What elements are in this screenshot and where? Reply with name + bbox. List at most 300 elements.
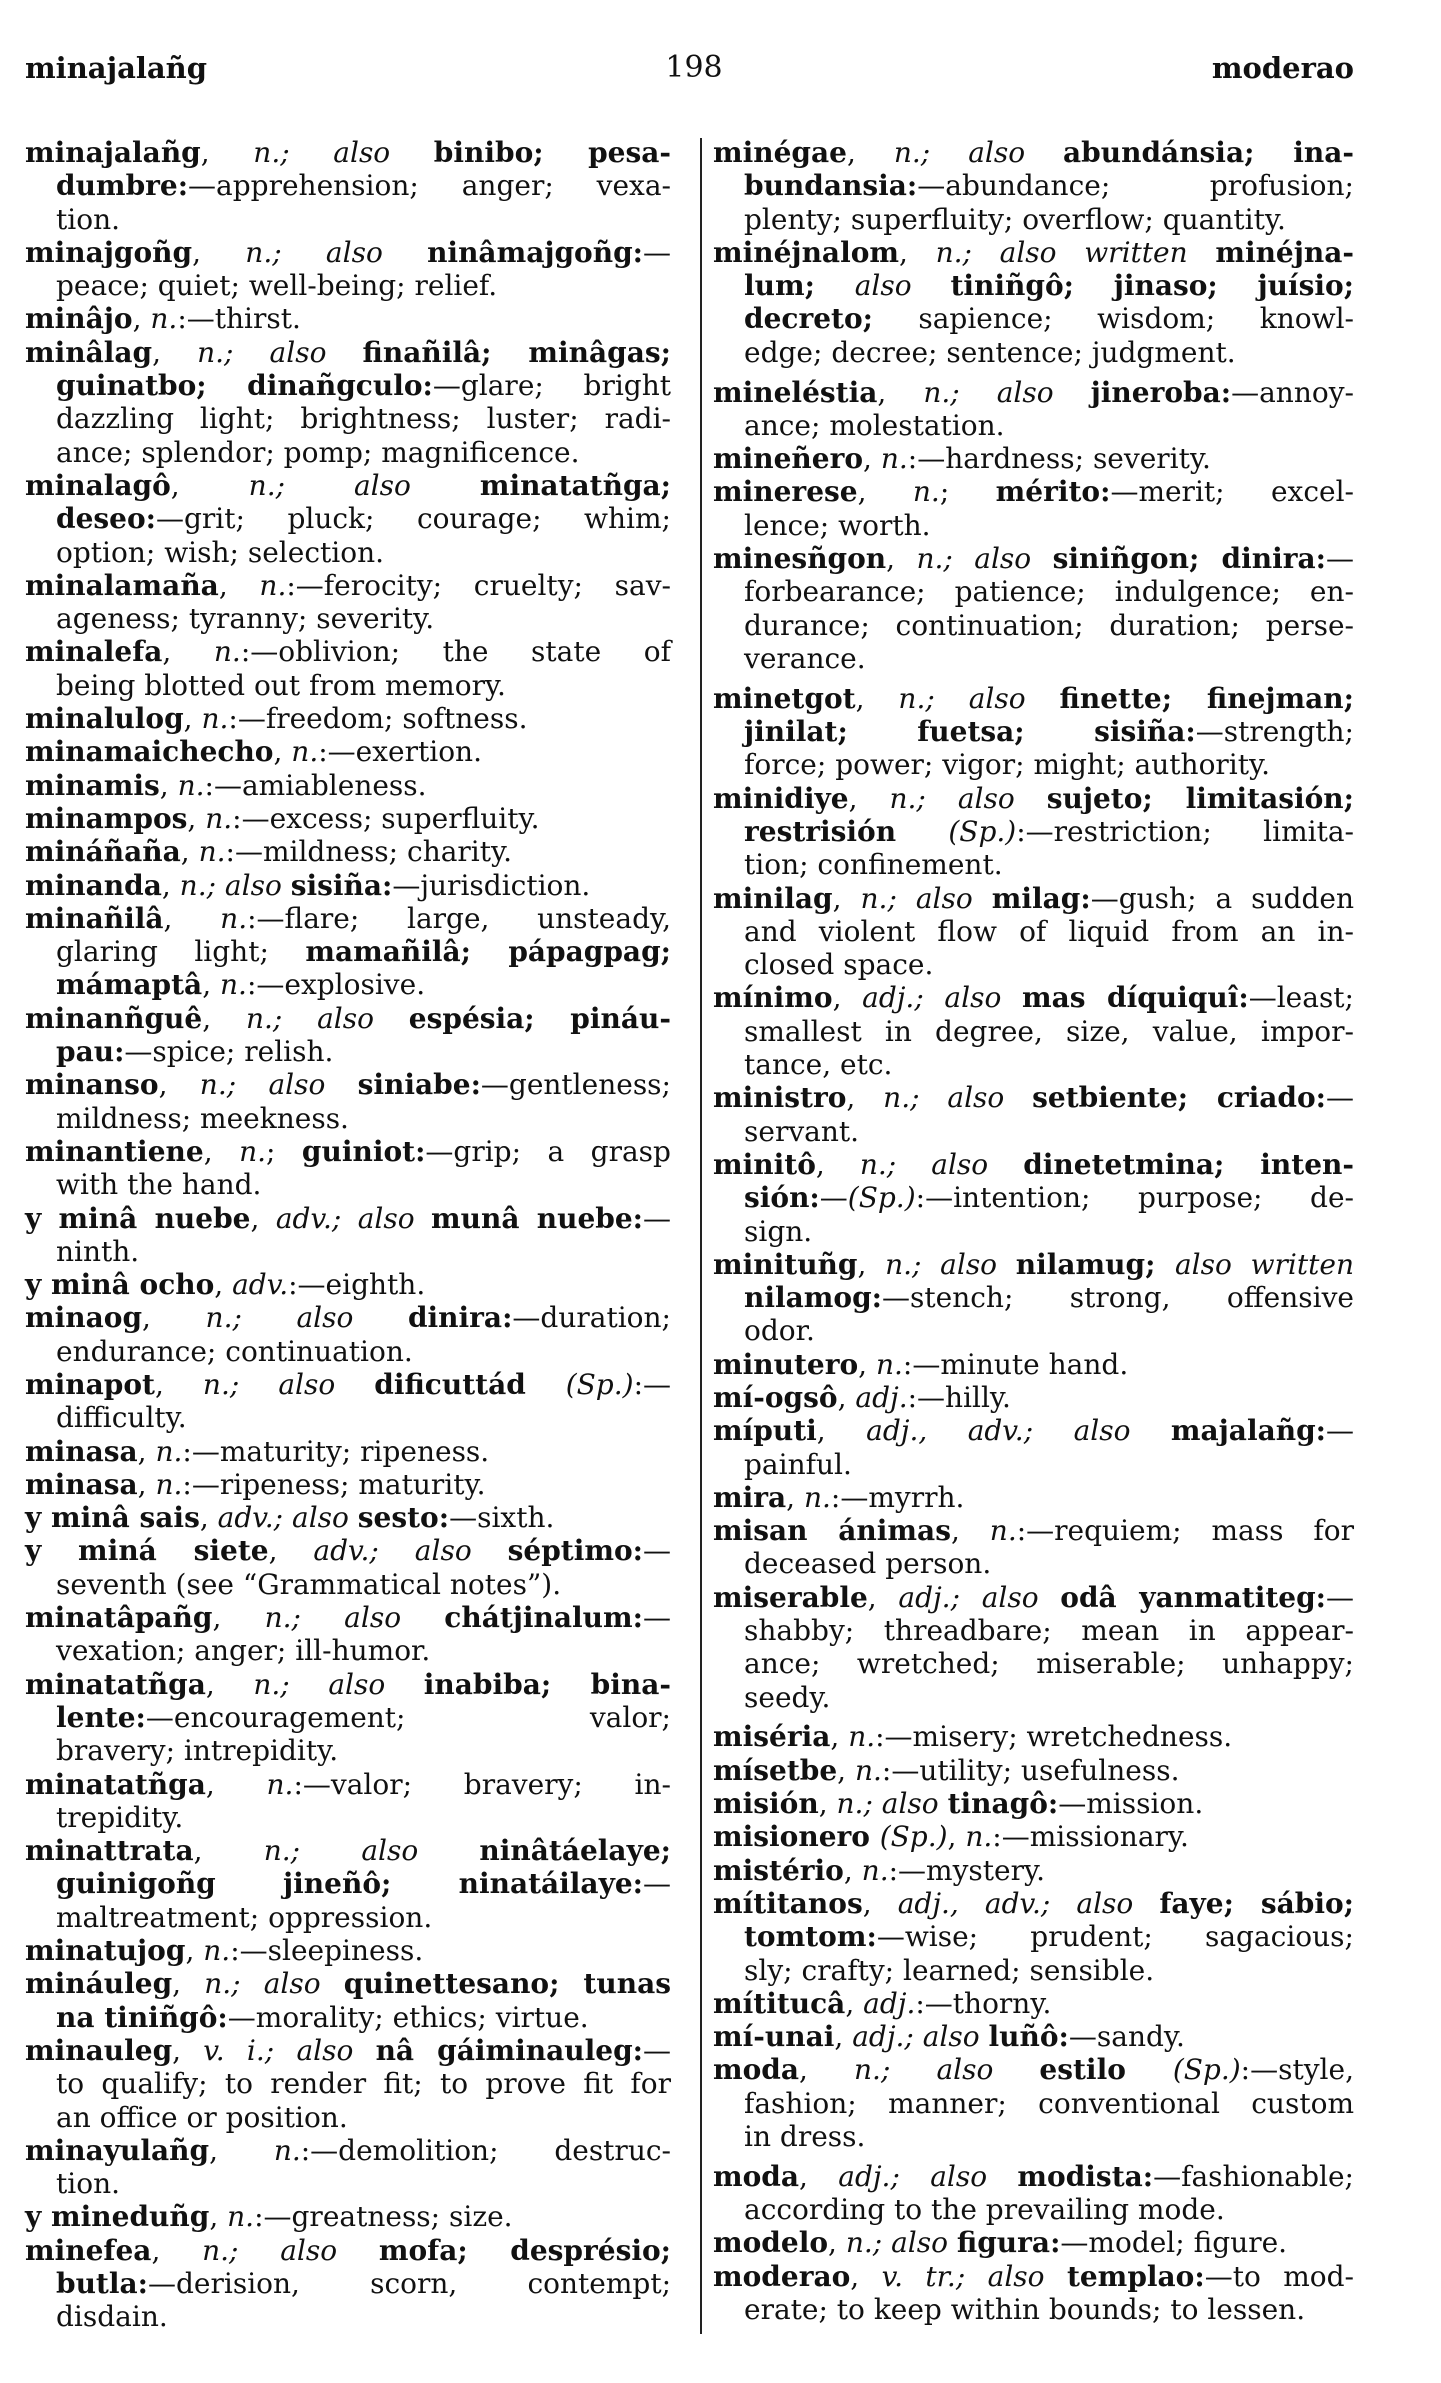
entry-line [25,402,671,435]
definition-text: , [163,901,221,935]
dictionary-entry [25,2134,671,2201]
definition-text: , [151,2233,203,2267]
definition-text: , [950,1514,990,1548]
headword: minanso [25,1068,159,1102]
grammar-label: adj., adv.; also [866,1414,1171,1448]
headword: mí-ogsô [713,1380,838,1414]
definition-text: an office or position. [56,2100,348,2134]
grammar-label: adj.; also [898,1580,1061,1614]
entry-line [25,1934,671,1967]
dictionary-entry [713,1248,1354,1348]
definition-text: , [152,335,198,369]
bold-term: lum; [744,269,855,303]
definition-text: shabby; threadbare; mean in appear- [744,1614,1354,1648]
entry-line [713,2120,1354,2153]
dictionary-entry [713,682,1354,782]
grammar-label: n. [912,475,940,509]
headword: modelo [713,2226,829,2260]
grammar-label: n.; also [845,2226,957,2260]
dictionary-entry [713,1754,1354,1787]
dictionary-entry [25,1468,671,1501]
column-left [25,136,671,2334]
grammar-label: n.; also [836,1787,948,1821]
entry-line [713,1048,1354,1081]
dictionary-entry [713,376,1354,443]
definition-text: option; wish; selection. [56,535,385,569]
definition-text: sapience; wisdom; knowl- [918,302,1354,336]
dictionary-entry [713,2053,1354,2153]
dictionary-entry [713,542,1354,675]
dictionary-entry [713,1514,1354,1581]
dictionary-entry [25,802,671,835]
entry-line [25,1135,671,1168]
dictionary-entry [713,1720,1354,1753]
headword: moda [713,2159,800,2193]
headword: minañilâ [25,901,164,935]
bold-term: binibo; pesa- [433,136,671,169]
grammar-label: n. [213,635,241,669]
grammar-label: adj.; also [862,981,1022,1015]
entry-line [25,469,671,502]
entry-line [25,1634,671,1667]
bold-term: siniabe: [357,1068,481,1102]
dictionary-entry [713,1581,1354,1714]
running-header [0,48,1441,88]
definition-text: , [899,235,936,269]
entry-line [25,2134,671,2167]
entry-line [713,1381,1354,1414]
definition-text: :—flare; large, unsteady, [247,901,671,935]
column-right [713,136,1354,2326]
definition-text: tion. [56,2167,120,2201]
bold-term: dificuttád [374,1367,566,1401]
entry-line [25,1335,671,1368]
definition-text: —merit; excel- [1110,475,1354,509]
definition-text: — [643,1867,671,1901]
definition-text: —duration; [512,1301,671,1335]
definition-text: , [832,981,863,1015]
bold-term: deseo: [56,502,156,536]
headword: minalagô [25,468,171,502]
headword: minetgot [713,681,856,715]
bold-term: guinigoñg jineñô; ninatáilaye: [56,1867,643,1901]
entry-line [713,1314,1354,1347]
headword: minasa [25,1467,138,1501]
definition-text: :—restriction; limita- [1016,814,1354,848]
headword: minauleg [25,2033,173,2067]
dictionary-entry [713,1081,1354,1148]
headword: minantiene [25,1134,204,1168]
entry-line [25,1768,671,1801]
grammar-label: n. [854,1753,882,1787]
definition-text: , [846,1081,884,1115]
bold-term: estilo [1039,2053,1173,2087]
definition-text: deceased person. [744,1547,992,1581]
entry-line [25,1268,671,1301]
entry-line [25,1734,671,1767]
dictionary-entry [25,1068,671,1135]
definition-text: to qualify; to render fit; to prove fit for [56,2067,671,2101]
entry-line [25,2101,671,2134]
bold-term: sesto: [357,1501,450,1535]
bold-term: sión: [744,1181,820,1215]
headword: minâjo [25,302,133,336]
bold-term: guiniot: [301,1134,426,1168]
entry-line [713,882,1354,915]
definition-text: , [218,568,260,602]
bold-term: faye; sábio; [1159,1886,1355,1920]
dictionary-entry [713,236,1354,369]
bold-term: mámaptâ [56,968,203,1002]
definition-text: , [877,375,924,409]
headword: miserable [713,1580,868,1614]
entry-line [713,203,1354,236]
grammar-label: adj.; also [852,2020,989,2054]
entry-line [713,136,1354,169]
entry-line [713,2053,1354,2086]
page-number: 198 [665,50,723,85]
entry-line [25,769,671,802]
headword: ministro [713,1081,847,1115]
definition-text: — [643,1601,671,1635]
dictionary-entry [25,869,671,902]
entry-line [713,575,1354,608]
entry-line [25,1202,671,1235]
definition-text: erate; to keep within bounds; to lessen. [744,2293,1306,2326]
entry-line [713,1115,1354,1148]
definition-text: mildness; meekness. [56,1101,349,1135]
definition-text: being blotted out from memory. [56,668,506,702]
definition-text: trepidity. [56,1800,184,1834]
entry-line [713,1547,1354,1580]
definition-text: — [1326,542,1354,576]
bold-term: lente: [56,1700,146,1734]
definition-text: , [828,2226,846,2260]
entry-line [25,1801,671,1834]
entry-line [713,815,1354,848]
entry-line [713,2087,1354,2120]
headword: minalefa [25,635,163,669]
definition-text: odor. [744,1314,815,1348]
definition-text: :—maturity; ripeness. [182,1434,490,1468]
headword: minanñguê [25,1001,203,1035]
definition-text: :—eighth. [288,1268,426,1302]
entry-line [713,409,1354,442]
headword: minajalañg [25,136,201,169]
bold-term: tinagô: [947,1787,1059,1821]
dictionary-entry [25,635,671,702]
entry-line [25,1435,671,1468]
headword: misión [713,1787,819,1821]
entry-line [713,475,1354,508]
definition-text: seedy. [744,1680,831,1714]
definition-text: :—amiableness. [204,768,427,802]
definition-text: disdain. [56,2300,168,2334]
entry-line [25,1235,671,1268]
grammar-label: n.; also [893,136,1064,169]
entry-line [25,569,671,602]
entry-line [713,609,1354,642]
definition-text: — [819,1181,848,1215]
entry-line [25,669,671,702]
bold-term: dinetetmina; inten- [1023,1147,1354,1181]
definition-text: peace; quiet; well-being; relief. [56,269,498,303]
definition-text: plenty; superfluity; overflow; quantity. [744,202,1286,236]
dictionary-entry [713,782,1354,882]
definition-text: :—oblivion; the state of [240,635,671,669]
definition-text: , [180,835,199,869]
entry-line [713,1215,1354,1248]
definition-text: , [799,2159,839,2193]
definition-text: , [192,235,246,269]
entry-line [713,1647,1354,1680]
entry-line [713,1348,1354,1381]
entry-line [25,2034,671,2067]
definition-text: maltreatment; oppression. [56,1900,433,1934]
definition-text: , [205,1767,267,1801]
entry-line [713,1581,1354,1614]
dictionary-entry [25,1435,671,1468]
definition-text: :—requiem; mass for [1016,1514,1354,1548]
entry-line [25,702,671,735]
definition-text: , [158,1068,200,1102]
definition-text: , [867,1580,899,1614]
headword: minâlag [25,335,153,369]
definition-text: :—thirst. [177,302,301,336]
headword: minituñg [713,1247,858,1281]
entry-line [713,2020,1354,2053]
definition-text: :—misery; wretchedness. [875,1720,1233,1754]
dictionary-entry [25,1534,671,1601]
entry-line [713,2293,1354,2326]
entry-line [713,2193,1354,2226]
entry-line [713,442,1354,475]
grammar-label: n. [201,702,229,736]
definition-text: edge; decree; sentence; judgment. [744,335,1236,369]
headword: misan ánimas [713,1514,951,1548]
entry-line [25,203,671,236]
dictionary-entry [713,1381,1354,1414]
dictionary-entry [713,1414,1354,1481]
definition-text: , [202,968,221,1002]
headword: y mineduñg [25,2200,210,2234]
definition-text: ance; splendor; pomp; magnificence. [56,435,580,469]
headword: y minâ ocho [25,1268,215,1302]
entry-line [25,1834,671,1867]
definition-text: , [832,881,861,915]
entry-line [25,1867,671,1900]
definition-text: , [816,1414,867,1448]
entry-line [713,169,1354,202]
headword: misionero [713,1820,880,1854]
bold-term: minéjna- [1215,235,1354,269]
definition-text: —encouragement; valor; [145,1700,671,1734]
entry-line [713,1681,1354,1714]
grammar-label: (Sp.) [948,814,1017,848]
definition-text: ; [939,475,996,509]
dictionary-entry [25,336,671,469]
headword: mí-unai [713,2020,835,2054]
dictionary-entry [25,2234,671,2334]
grammar-label: n. [155,1467,183,1501]
definition-text: vexation; anger; ill-humor. [56,1634,431,1668]
definition-text: — [1326,1081,1354,1115]
dictionary-entry [713,2160,1354,2227]
bold-term: sujeto; limitasión; [1046,781,1354,815]
definition-text: —grit; pluck; courage; whim; [155,502,671,536]
grammar-label: adv. [232,1268,289,1302]
definition-text: —grip; a grasp [425,1134,671,1168]
definition-text: :—minute hand. [902,1347,1129,1381]
bold-term: munâ nuebe: [431,1201,644,1235]
bold-term: milag: [991,881,1091,915]
definition-text: sign. [744,1214,813,1248]
grammar-label: n. [875,1347,903,1381]
definition-text: , [187,801,206,835]
bold-term: abundánsia; ina- [1063,136,1354,169]
dictionary-entry [713,1854,1354,1887]
grammar-label: n. [291,735,319,769]
definition-text: , [863,442,881,476]
dictionary-entry [713,136,1354,236]
bold-term: templao: [1066,2259,1205,2293]
entry-line [25,1368,671,1401]
grammar-label: n.; also [179,868,291,902]
grammar-label: adv.; also [313,1534,508,1568]
dictionary-entry [713,1987,1354,2020]
grammar-label: n.; also [859,1147,1024,1181]
definition-text: servant. [744,1114,860,1148]
headword: mítitanos [713,1886,863,1920]
dictionary-entry [25,1135,671,1202]
entry-line [25,2067,671,2100]
grammar-label: n. [259,568,287,602]
bold-term: na tiniñgô: [56,2000,228,2034]
entry-line [25,802,671,835]
definition-text: —model; figure. [1060,2226,1288,2260]
headword: y miná siete [25,1534,269,1568]
entry-line [25,968,671,1001]
entry-line [25,536,671,569]
entry-line [25,1068,671,1101]
definition-text: , [850,2259,882,2293]
definition-text: —gush; a sudden [1090,881,1355,915]
grammar-label: adj., adv.; also [897,1886,1160,1920]
definition-text: :— [633,1367,671,1401]
bold-term: ninâmajgoñg: [427,235,643,269]
definition-text: , [162,635,214,669]
headword: míputi [713,1414,817,1448]
headword: minamaichecho [25,735,274,769]
definition-text: , [855,681,899,715]
definition-text: :—ferocity; cruelty; sav- [286,568,671,602]
definition-text: , [862,1886,898,1920]
headword: miséria [713,1720,831,1754]
grammar-label: n. [965,1820,993,1854]
definition-text: ; [266,1134,302,1168]
definition-text: :—intention; purpose; de- [915,1181,1354,1215]
entry-line [713,2260,1354,2293]
grammar-label: n.; also [204,1967,344,2001]
grammar-label: n. [203,1934,231,1968]
bold-term: jinilat; fuetsa; sisiña: [744,715,1196,749]
grammar-label: adv.; also [275,1201,431,1235]
entry-line [25,502,671,535]
headword: minilag [713,881,833,915]
dictionary-entry [713,1887,1354,1987]
entry-line [25,336,671,369]
entry-line [713,1181,1354,1214]
grammar-label: n. [266,1767,294,1801]
dictionary-entry [25,1301,671,1368]
entry-line [713,682,1354,715]
definition-text: — [643,1201,672,1235]
headword: minalulog [25,702,184,736]
dictionary-entry [25,1002,671,1069]
definition-text: , [786,1480,804,1514]
definition-text: , [202,1001,246,1035]
headword: mineñero [713,442,864,476]
dictionary-entry [25,1601,671,1668]
definition-text: tion; confinement. [744,848,1003,882]
grammar-label: n.; also [205,1301,408,1335]
definition-text: smallest in degree, size, value, impor- [744,1014,1354,1048]
headword: minatujog [25,1934,186,1968]
definition-text: , [132,302,151,336]
definition-text: —wise; prudent; sagacious; [876,1920,1354,1954]
bold-term: decreto; [744,302,919,336]
dictionary-entry [25,2034,671,2134]
entry-line [25,269,671,302]
bold-term: restrisión [744,814,949,848]
definition-text: —sandy. [1068,2020,1185,2054]
dictionary-entry [713,981,1354,1081]
entry-line [25,2267,671,2300]
entry-line [713,848,1354,881]
definition-text: verance. [744,641,866,675]
dictionary-entry [713,1148,1354,1248]
grammar-label: adj.; also [838,2159,1018,2193]
definition-text: ance; wretched; miserable; unhappy; [744,1647,1354,1681]
headword: minatatñga [25,1767,206,1801]
dictionary-entry [25,302,671,335]
bold-term: guinatbo; dinañgculo: [56,369,433,403]
grammar-label: n.; also [860,881,992,915]
entry-line [713,236,1354,269]
grammar-label: v. tr.; also [881,2259,1067,2293]
grammar-label: n. [239,1134,266,1168]
bold-term: nilamog: [744,1281,882,1315]
dictionary-entry [25,1268,671,1301]
definition-text: —fashionable; [1153,2159,1354,2193]
bold-term: siniñgon; dinira: [1052,542,1326,576]
definition-text: , [837,1753,855,1787]
bold-term: nâ gáiminauleg: [375,2033,643,2067]
grammar-label: n. [155,1434,183,1468]
definition-text: , [886,542,917,576]
entry-line [25,236,671,269]
headword: minayulañg [25,2133,210,2167]
definition-text: with the hand. [56,1168,262,1202]
entry-line [25,1401,671,1434]
bold-term: butla: [56,2267,148,2300]
entry-line [25,302,671,335]
definition-text: —sixth. [449,1501,555,1535]
headword: mítitucâ [713,1986,846,2020]
definition-text: :—hardness; severity. [907,442,1211,476]
entry-line [713,2160,1354,2193]
entry-line [25,869,671,902]
